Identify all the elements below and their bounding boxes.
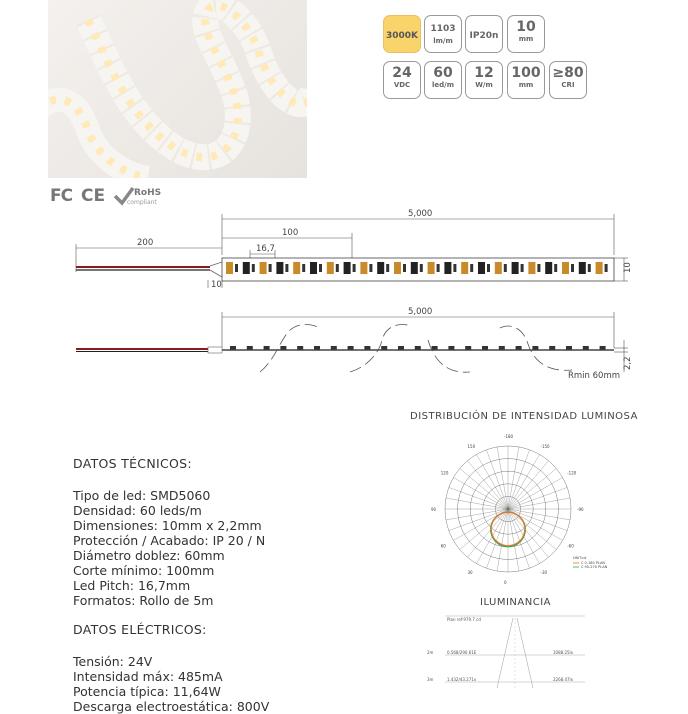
- led-chip: [394, 262, 401, 274]
- led-chip: [478, 262, 485, 274]
- side-led: [448, 346, 454, 350]
- side-led: [583, 346, 589, 350]
- resistor: [285, 264, 288, 272]
- technical-data: [73, 456, 373, 714]
- led-chip: [377, 262, 384, 274]
- spec-icon-7: [465, 61, 503, 99]
- dim-lead-offset: 10: [211, 280, 222, 290]
- dim-cable-length: 200: [137, 238, 154, 248]
- tech-line: Protección / Acabado: IP 20 / N: [73, 533, 266, 548]
- resistor: [537, 264, 540, 272]
- dim-pitch: 16,7: [256, 244, 275, 254]
- resistor: [386, 264, 389, 272]
- led-chip: [260, 262, 267, 274]
- product-photo: [48, 0, 307, 178]
- side-led: [516, 346, 522, 350]
- spec-icon-value: 12: [474, 65, 494, 81]
- spec-icon-unit: led/m: [431, 81, 454, 89]
- fcc-logo: FC: [50, 186, 73, 206]
- resistor: [252, 264, 255, 272]
- side-led: [465, 346, 471, 350]
- tech-line: Led Pitch: 16,7mm: [73, 578, 191, 593]
- spec-icon-value: 10: [516, 19, 536, 35]
- tech-line: Dimensiones: 10mm x 2,2mm: [73, 518, 262, 533]
- spec-icon-4: [507, 15, 545, 53]
- side-led: [331, 346, 337, 350]
- led-chip: [243, 262, 250, 274]
- illum-row1-right: 1088.25lx: [553, 650, 574, 655]
- spec-icon-3: [465, 15, 503, 53]
- illuminance-chart: [425, 610, 595, 690]
- led-chip: [512, 262, 519, 274]
- polar-angle-label: -150: [540, 443, 550, 449]
- led-chip: [562, 262, 569, 274]
- dim-bend-radius: Rmin 60mm: [568, 371, 621, 381]
- elec-line: Descarga electroestática: 800V: [73, 699, 270, 714]
- spec-icon-value: 60: [433, 65, 453, 81]
- top-view-drawing: [0, 200, 688, 300]
- side-led: [297, 346, 303, 350]
- spec-icon-8: [507, 61, 545, 99]
- resistor: [437, 264, 440, 272]
- side-led: [499, 346, 505, 350]
- dim-width: 10: [623, 262, 633, 273]
- tech-line: Diámetro doblez: 60mm: [73, 548, 225, 563]
- elec-lines: [73, 654, 373, 714]
- polar-chart-title: DISTRIBUCIÓN DE INTENSIDAD LUMINOSA: [410, 411, 638, 422]
- illum-row2-dist: 3m: [427, 677, 434, 682]
- spec-icon-value: 1103: [430, 24, 456, 34]
- spec-icon-9: [549, 61, 587, 99]
- resistor: [269, 264, 272, 272]
- spec-icon-unit: W/m: [475, 81, 493, 89]
- dim-side-length: 5,000: [408, 307, 433, 317]
- elec-heading: DATOS ELÉCTRICOS:: [73, 622, 207, 637]
- side-led: [398, 346, 404, 350]
- tech-line: Tipo de led: SMD5060: [73, 488, 211, 503]
- illum-row1-left: 0.568/290.61E: [447, 650, 477, 655]
- rohs-label: RoHS: [134, 188, 162, 198]
- spec-icon-value: 24: [392, 65, 412, 81]
- spec-icon-2: [424, 15, 462, 53]
- illuminance-title: ILUMINANCIA: [480, 597, 551, 608]
- tech-heading: DATOS TÉCNICOS:: [73, 456, 192, 471]
- dim-total-length: 5,000: [408, 209, 433, 219]
- polar-angle-label: -90: [577, 507, 584, 512]
- led-strip-photo-art: [48, 0, 307, 178]
- side-led: [532, 346, 538, 350]
- spec-icon-value: ≥80: [552, 65, 584, 81]
- resistor: [369, 264, 372, 272]
- resistor: [319, 264, 322, 272]
- side-led: [280, 346, 286, 350]
- resistor: [235, 264, 238, 272]
- spec-icon-value: 100: [511, 65, 541, 81]
- polar-angle-label: 0: [504, 580, 507, 585]
- rohs-compliant-label: compliant: [127, 199, 157, 206]
- spec-icon-unit: VDC: [393, 81, 411, 89]
- led-chip: [444, 262, 451, 274]
- tech-line: Corte mínimo: 100mm: [73, 563, 215, 578]
- led-chip: [428, 262, 435, 274]
- side-led: [364, 346, 370, 350]
- resistor: [420, 264, 423, 272]
- resistor: [403, 264, 406, 272]
- resistor: [588, 264, 591, 272]
- elec-line: Potencia típica: 11,64W: [73, 684, 221, 699]
- led-chip: [495, 262, 502, 274]
- led-chip: [596, 262, 603, 274]
- polar-angle-label: -120: [567, 470, 577, 476]
- polar-legend-unit: UNIT:cd: [573, 556, 587, 560]
- dim-thickness: 2,2: [623, 356, 633, 370]
- spec-icon-unit: lm/m: [433, 37, 453, 45]
- resistor: [571, 264, 574, 272]
- resistor: [605, 264, 608, 272]
- led-chip: [360, 262, 367, 274]
- led-chip: [411, 262, 418, 274]
- polar-legend-label: C 0-180 PLAN: [581, 561, 605, 565]
- side-led: [264, 346, 270, 350]
- spec-icon-value: IP20n: [469, 31, 499, 41]
- side-led: [314, 346, 320, 350]
- side-led: [348, 346, 354, 350]
- led-chip: [276, 262, 283, 274]
- side-led: [247, 346, 253, 350]
- side-led: [230, 346, 236, 350]
- resistor: [504, 264, 507, 272]
- resistor: [554, 264, 557, 272]
- polar-chart: [425, 426, 625, 586]
- side-led: [381, 346, 387, 350]
- led-chip: [327, 262, 334, 274]
- side-view-drawing: [0, 300, 688, 388]
- led-chip: [528, 262, 535, 274]
- side-led: [566, 346, 572, 350]
- polar-angle-label: 30: [467, 570, 473, 576]
- tech-line: Densidad: 60 leds/m: [73, 503, 202, 518]
- illum-row2-right: 2268.47lx: [553, 677, 574, 682]
- resistor: [336, 264, 339, 272]
- polar-angle-label: 120: [440, 470, 449, 476]
- polar-angle-label: 60: [440, 543, 446, 549]
- resistor: [453, 264, 456, 272]
- resistor: [470, 264, 473, 272]
- polar-angle-label: 90: [431, 507, 437, 512]
- spec-icon-6: [424, 61, 462, 99]
- led-chip: [310, 262, 317, 274]
- polar-legend-label: C 90-270 PLAN: [581, 565, 608, 569]
- polar-angle-label: -30: [540, 570, 548, 576]
- elec-line: Tensión: 24V: [73, 654, 153, 669]
- resistor: [353, 264, 356, 272]
- led-chip: [579, 262, 586, 274]
- side-led: [549, 346, 555, 350]
- spec-icon-unit: mm: [518, 35, 534, 43]
- illum-row1-dist: 2m: [427, 650, 434, 655]
- led-chip: [293, 262, 300, 274]
- side-led: [600, 346, 606, 350]
- ce-logo: CE: [81, 186, 106, 206]
- led-chip: [226, 262, 233, 274]
- tech-line: Formatos: Rollo de 5m: [73, 593, 214, 608]
- illum-row2-left: 1.432/43.271x: [447, 677, 477, 682]
- led-chip: [545, 262, 552, 274]
- tech-lines: [73, 488, 373, 608]
- resistor: [521, 264, 524, 272]
- resistor: [302, 264, 305, 272]
- led-chip: [461, 262, 468, 274]
- spec-icon-unit: mm: [518, 81, 534, 89]
- spec-icon-unit: CRI: [561, 81, 575, 89]
- polar-angle-label: -180: [504, 434, 514, 439]
- side-led: [415, 346, 421, 350]
- resistor: [487, 264, 490, 272]
- spec-icon-1: [383, 15, 421, 53]
- spec-icon-5: [383, 61, 421, 99]
- polar-angle-label: -60: [567, 543, 574, 549]
- side-led: [482, 346, 488, 350]
- elec-line: Intensidad máx: 485mA: [73, 669, 223, 684]
- spec-icon-value: 3000K: [385, 31, 419, 41]
- side-led: [432, 346, 438, 350]
- led-chip: [344, 262, 351, 274]
- polar-angle-label: 150: [467, 443, 476, 449]
- dim-segment-length: 100: [282, 228, 299, 238]
- illum-header: Plan ref:979.7 cd: [447, 617, 481, 622]
